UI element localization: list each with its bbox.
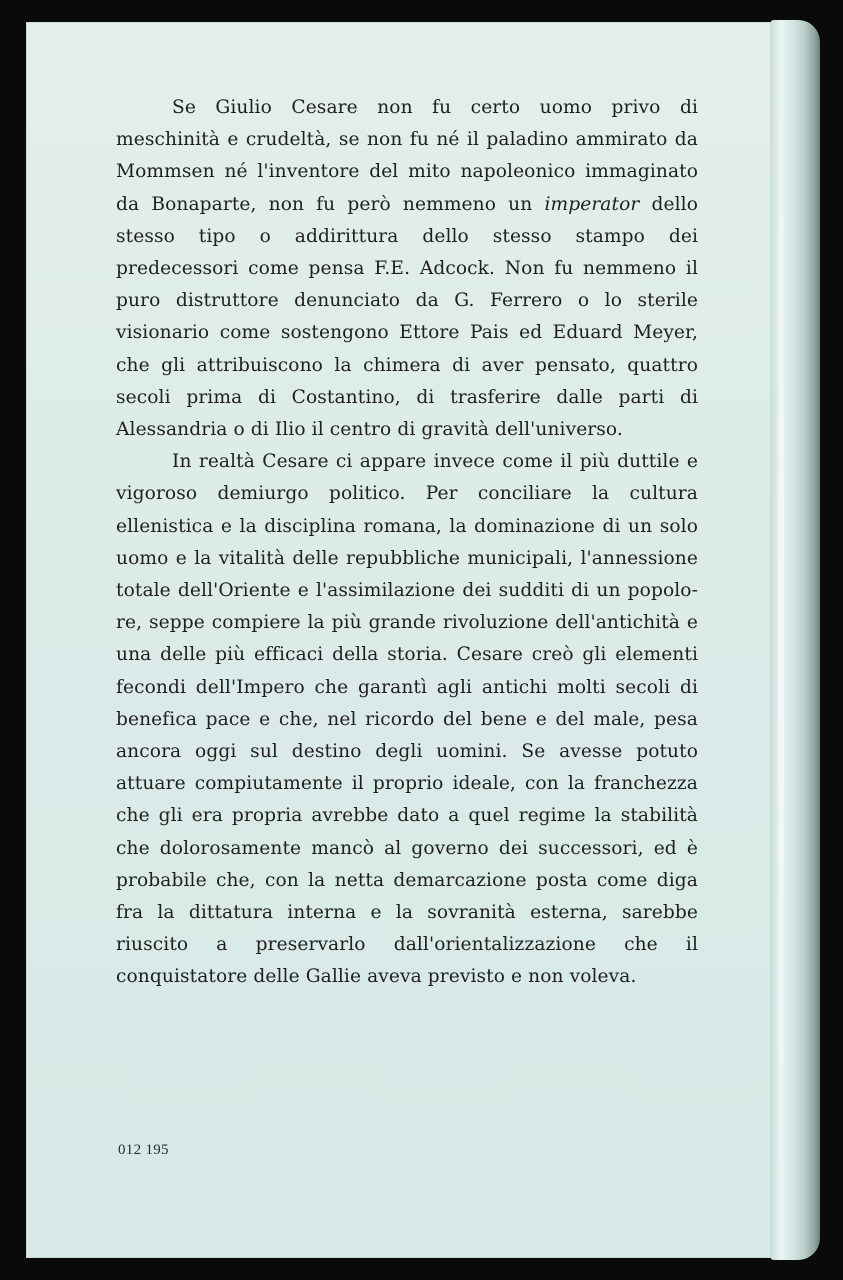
spine-highlight xyxy=(778,40,784,1240)
paragraph-1-italic-word: imperator xyxy=(544,193,640,215)
paragraph-1-part-2: dello stesso tipo o addirittura dello stesso stampo dei predecessori come pensa F.E. Adcock. Non fu nemmeno il puro distruttore denunciato da G. Ferrero o lo sterile visionario come sostengono Ettore Pais ed Eduard Meyer, che gli attribuiscono la chimera di aver pensato, quattro secoli prima di Costantino, di trasferire dalle parti di Alessandria o di Ilio il centro di gravità dell'universo. xyxy=(116,193,698,441)
paragraph-1-part-1: Se Giulio Cesare non fu certo uomo privo di meschinità e crudeltà, se non fu né il paladino ammirato da Mommsen né l'inventore del mito napoleonico immaginato da Bonaparte, non fu però nemmeno un xyxy=(116,97,698,215)
product-code: 012 195 xyxy=(118,1142,169,1158)
blurb-paragraph-1 xyxy=(116,92,698,446)
blurb-text xyxy=(116,92,698,994)
blurb-paragraph-2: In realtà Cesare ci appare invece come il più duttile e vigoroso demiurgo politico. Per conciliare la cultura ellenistica e la disciplina romana, la dominazione di un solo uomo e la vitalità delle repubbliche municipali, l'annessione totale dell'Oriente e l'assimilazione dei sudditi di un popolo-re, seppe compiere la più grande rivoluzione dell'antichità e una delle più efficaci della storia. Cesare creò gli elementi fecondi dell'Impero che garantì agli antichi molti secoli di benefica pace e che, nel ricordo del bene e del male, pesa ancora oggi sul destino degli uomini. Se avesse potuto attuare compiutamente il proprio ideale, con la franchezza che gli era propria avrebbe dato a quel regime la stabilità che dolorosamente mancò al governo dei successori, ed è probabile che, con la netta demarcazione posta come diga fra la dittatura interna e la sovranità esterna, sarebbe riuscito a preservarlo dall'orientalizzazione che il conquistatore delle Gallie aveva previsto e non voleva. xyxy=(116,451,698,988)
